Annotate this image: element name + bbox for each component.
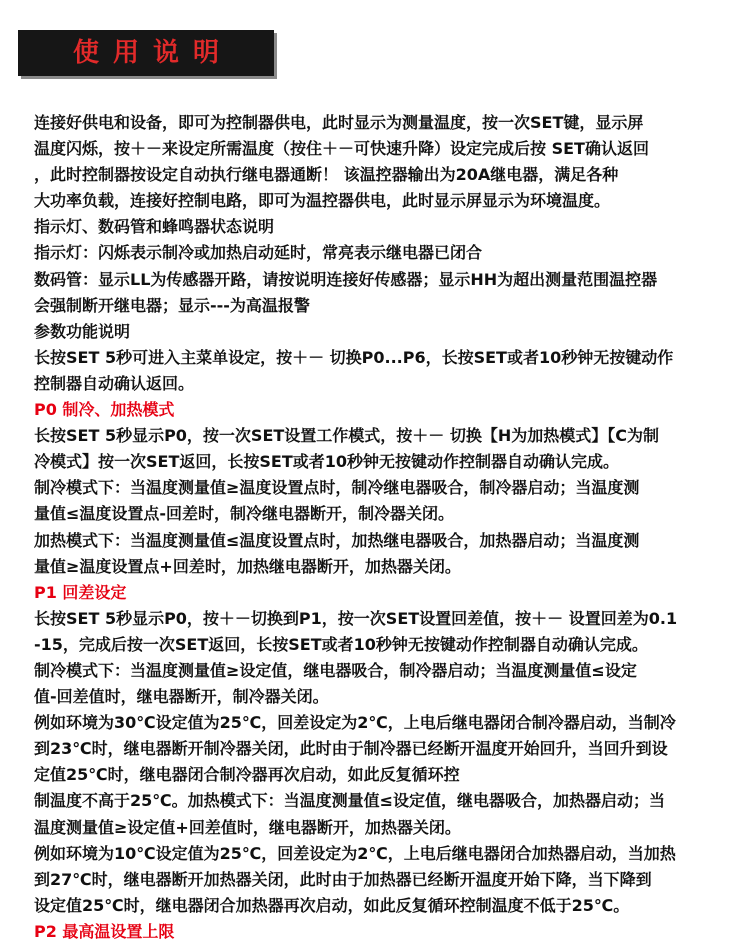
text-line: 制冷模式下：当温度测量值≥设定值，继电器吸合，制冷器启动；当温度测量值≤设定 <box>34 660 637 680</box>
subheading-indicator-status: 指示灯、数码管和蜂鸣器状态说明 <box>34 217 275 237</box>
text-line: 定值25℃时，继电器闭合制冷器再次启动，如此反复循环控 <box>34 765 460 785</box>
text-line: 会强制断开继电器；显示---为高温报警 <box>34 295 310 315</box>
text-line: 数码管：显示LL为传感器开路，请按说明连接好传感器；显示HH为超出测量范围温控器 <box>34 269 658 289</box>
text-line: -15，完成后按一次SET返回，长按SET或者10秒钟无按键动作控制器自动确认完成。 <box>34 634 648 654</box>
text-line: 指示灯：闪烁表示制冷或加热启动延时，常亮表示继电器已闭合 <box>34 243 483 263</box>
text-line: 设定值25℃时，继电器闭合加热器再次启动，如此反复循环控制温度不低于25℃。 <box>34 895 630 915</box>
text-line: 长按SET 5秒可进入主菜单设定，按＋－ 切换P0...P6，长按SET或者10秒钟无按键动作 <box>34 347 674 367</box>
text-line: 量值≥温度设置点+回差时，加热继电器断开，加热器关闭。 <box>34 556 461 576</box>
text-line: 制温度不高于25℃。加热模式下：当温度测量值≤设定值，继电器吸合，加热器启动；当 <box>34 791 666 811</box>
text-line: 到27℃时，继电器断开加热器关闭，此时由于加热器已经断开温度开始下降，当下降到 <box>34 869 652 889</box>
text-line: ，此时控制器按设定自动执行继电器通断！ 该温控器输出为20A继电器，满足各种 <box>34 165 619 185</box>
text-line: 温度测量值≥设定值+回差值时，继电器断开，加热器关闭。 <box>34 817 461 837</box>
text-line: 例如环境为10℃设定值为25℃，回差设定为2℃，上电后继电器闭合加热器启动，当加热 <box>34 843 676 863</box>
text-line: 例如环境为30℃设定值为25℃，回差设定为2℃，上电后继电器闭合制冷器启动，当制冷 <box>34 713 676 733</box>
section-heading-p1: P1 回差设定 <box>34 582 127 602</box>
text-line: 量值≤温度设置点-回差时，制冷继电器断开，制冷器关闭。 <box>34 504 455 524</box>
text-line: 加热模式下：当温度测量值≤温度设置点时，加热继电器吸合，加热器启动；当温度测 <box>34 530 640 550</box>
section-heading-p2: P2 最高温设置上限 <box>34 921 175 941</box>
text-line: 制冷模式下：当温度测量值≥温度设置点时，制冷继电器吸合，制冷器启动；当温度测 <box>34 478 640 498</box>
section-heading-p0: P0 制冷、加热模式 <box>34 400 175 420</box>
text-line: 值-回差值时，继电器断开，制冷器关闭。 <box>34 687 329 707</box>
text-line: 长按SET 5秒显示P0，按＋－切换到P1，按一次SET设置回差值，按＋－ 设置回差为0.1 <box>34 608 678 628</box>
text-line: 大功率负载，连接好控制电路，即可为温控器供电，此时显示屏显示为环境温度。 <box>34 191 611 211</box>
text-line: 连接好供电和设备，即可为控制器供电，此时显示为测量温度，按一次SET键，显示屏 <box>34 113 644 132</box>
text-line: 温度闪烁，按＋－来设定所需温度（按住＋－可快速升降）设定完成后按 SET确认返回 <box>34 139 649 159</box>
text-line: 控制器自动确认返回。 <box>34 373 195 393</box>
text-line: 长按SET 5秒显示P0，按一次SET设置工作模式，按＋－ 切换【H为加热模式】【C为制 <box>34 426 660 446</box>
text-line: 到23℃时，继电器断开制冷器关闭，此时由于制冷器已经断开温度开始回升，当回升到设 <box>34 739 668 759</box>
subheading-parameters: 参数功能说明 <box>34 321 131 341</box>
text-line: 冷模式】按一次SET返回，长按SET或者10秒钟无按键动作控制器自动确认完成。 <box>34 452 620 472</box>
title-banner <box>18 30 274 76</box>
instruction-body <box>34 110 724 945</box>
page-title: 使用说明 <box>72 38 233 68</box>
